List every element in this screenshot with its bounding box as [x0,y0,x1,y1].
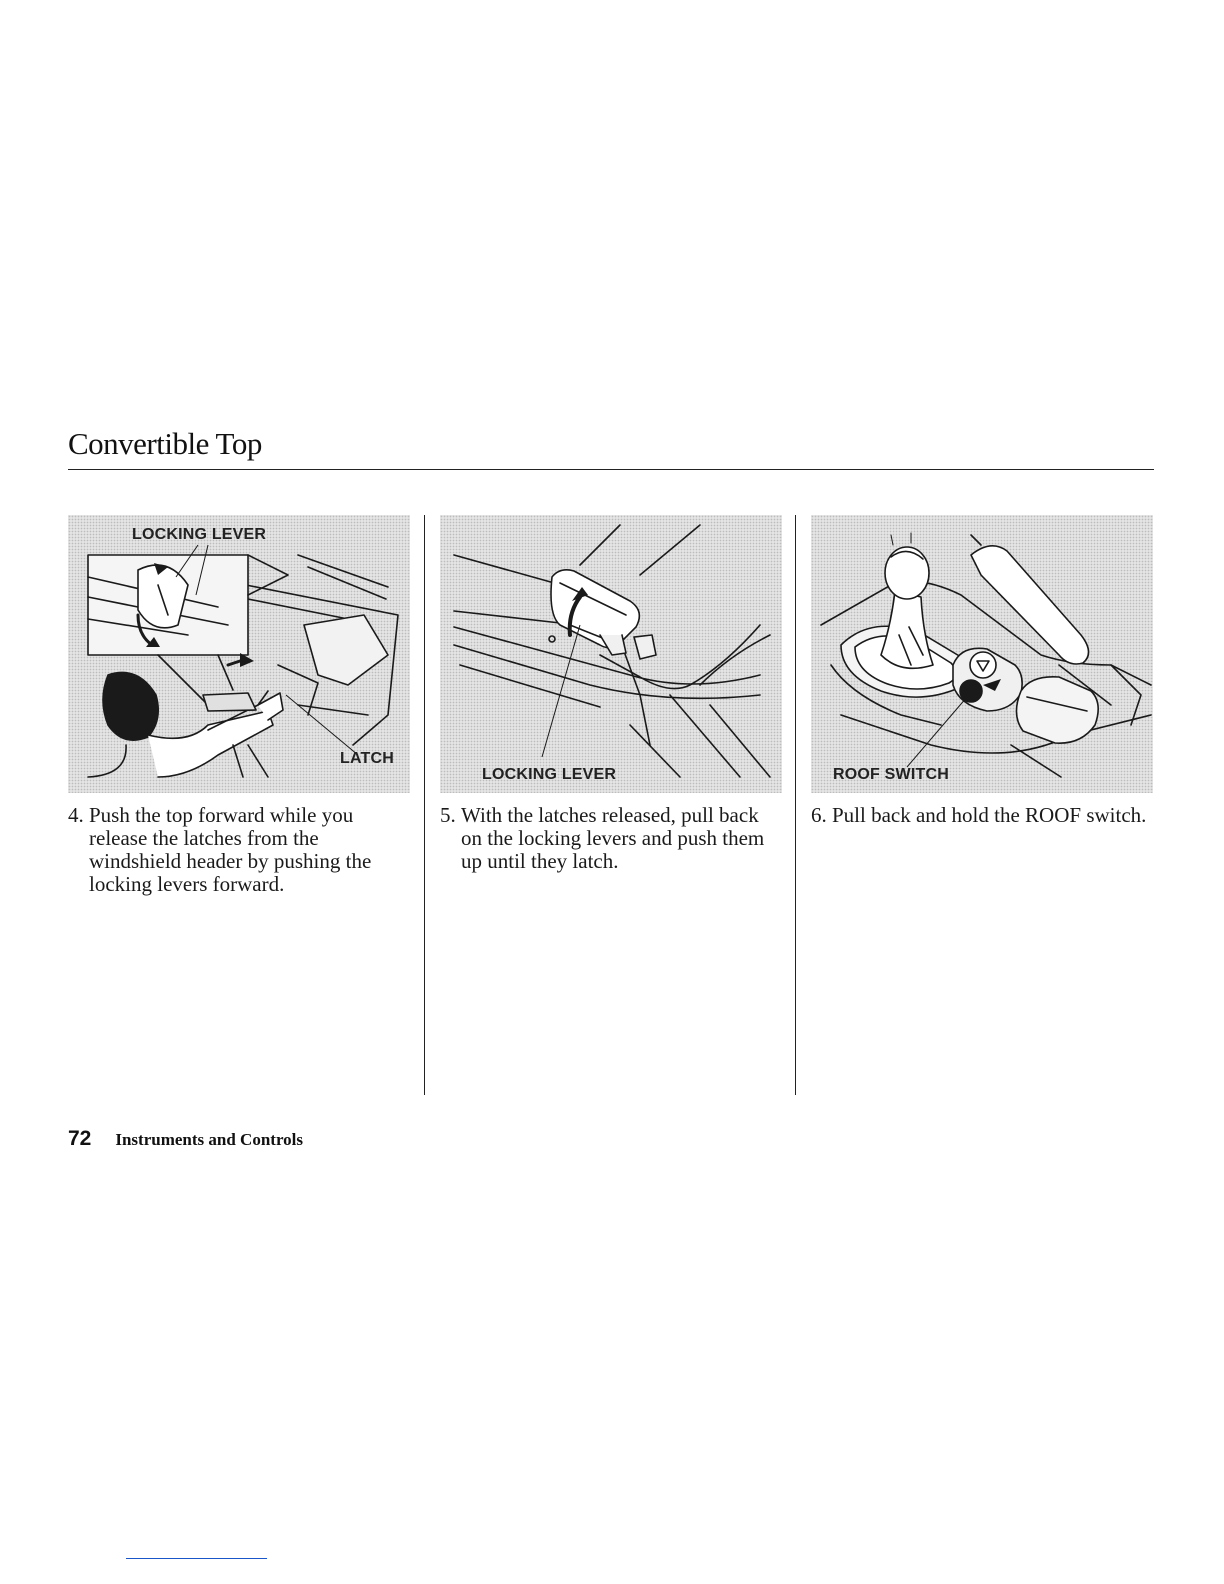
page-number: 72 [68,1127,92,1150]
callout-locking-lever: LOCKING LEVER [132,526,267,543]
step-text: With the latches released, pull back on the locking levers and push them up until they latch. [461,803,765,873]
title-rule [68,469,1154,470]
step-4 [68,804,410,896]
column-divider [424,515,425,1095]
step-number: 4. [68,803,84,827]
section-name: Instruments and Controls [115,1130,304,1149]
figure-step-5 [440,515,782,793]
page-footer [68,1127,303,1151]
figure-step-4 [68,515,410,793]
callout-roof-switch: ROOF SWITCH [833,766,949,783]
column-divider [795,515,796,1095]
step-6 [811,804,1153,827]
step-text: Push the top forward while you release the latches from the windshield header by pushing the locking levers forward. [89,803,372,896]
callout-latch: LATCH [340,750,395,767]
step-number: 6. [811,803,827,827]
figure-step-6 [811,515,1153,793]
step-text: Pull back and hold the ROOF switch. [832,803,1147,827]
page-title: Convertible Top [68,426,262,461]
step-5 [440,804,782,873]
step-number: 5. [440,803,456,827]
locking-lever-illustration [440,515,782,793]
roof-switch-illustration [811,515,1153,793]
link-underline[interactable] [126,1558,267,1559]
callout-locking-lever: LOCKING LEVER [482,766,617,783]
